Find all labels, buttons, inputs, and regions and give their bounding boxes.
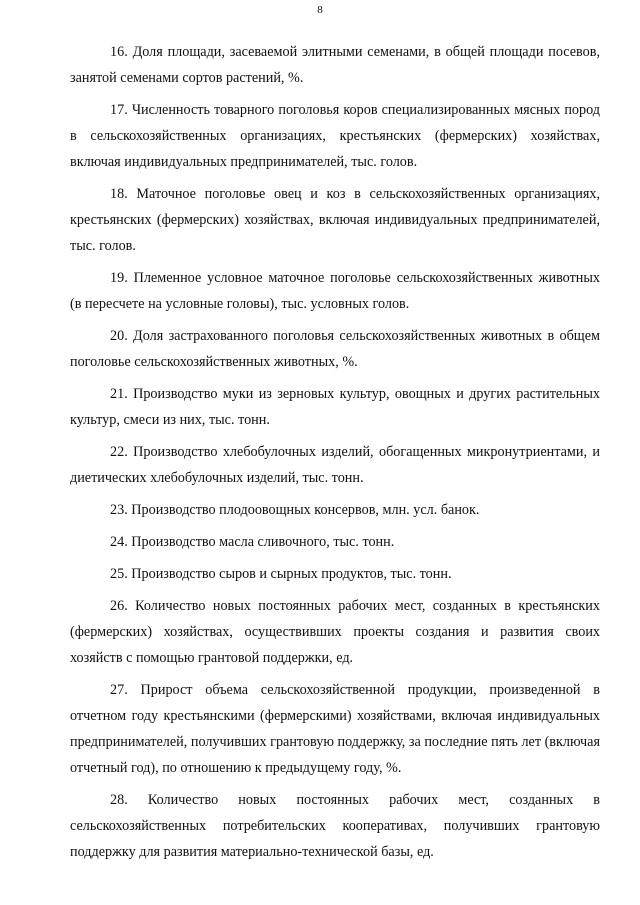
indicator-paragraph-20: 20. Доля застрахованного поголовья сельскохозяйственных животных в общем поголовье сельскохозяйственных животных, %.	[70, 328, 600, 370]
page-number: 8	[317, 4, 323, 16]
indicator-paragraph-25: 25. Производство сыров и сырных продуктов, тыс. тонн.	[110, 566, 452, 582]
indicator-paragraph-26: 26. Количество новых постоянных рабочих мест, созданных в крестьянских (фермерских) хозяйствах, осуществивших проекты создания и развития своих хозяйств с помощью грантовой поддержки, ед.	[70, 598, 600, 666]
indicator-list	[70, 39, 600, 871]
indicator-paragraph-16: 16. Доля площади, засеваемой элитными семенами, в общей площади посевов, занятой семенами сортов растений, %.	[70, 44, 600, 86]
indicator-paragraph-24: 24. Производство масла сливочного, тыс. тонн.	[110, 534, 395, 550]
indicator-paragraph-21: 21. Производство муки из зерновых культур, овощных и других растительных культур, смеси из них, тыс. тонн.	[70, 386, 600, 428]
indicator-paragraph-18: 18. Маточное поголовье овец и коз в сельскохозяйственных организациях, крестьянских (фермерских) хозяйствах, включая индивидуальных предпринимателей, тыс. голов.	[70, 186, 600, 254]
indicator-paragraph-23: 23. Производство плодоовощных консервов, млн. усл. банок.	[110, 502, 480, 518]
indicator-paragraph-22: 22. Производство хлебобулочных изделий, обогащенных микронутриентами, и диетических хлебобулочных изделий, тыс. тонн.	[70, 444, 600, 486]
indicator-paragraph-28: 28. Количество новых постоянных рабочих мест, созданных в сельскохозяйственных потребительских кооперативах, получивших грантовую поддержку для развития материально-технической базы, ед.	[70, 792, 600, 860]
indicator-paragraph-19: 19. Племенное условное маточное поголовье сельскохозяйственных животных (в пересчете на условные головы), тыс. условных голов.	[70, 270, 600, 312]
indicator-paragraph-27: 27. Прирост объема сельскохозяйственной продукции, произведенной в отчетном году крестьянскими (фермерскими) хозяйствами, включая индивидуальных предпринимателей, получивших грантовую поддержку, за последние пять лет (включая отчетный год), по отношению к предыдущему году, %.	[70, 682, 600, 776]
indicator-paragraph-17: 17. Численность товарного поголовья коров специализированных мясных пород в сельскохозяйственных организациях, крестьянских (фермерских) хозяйствах, включая индивидуальных предпринимателей, тыс. голов.	[70, 102, 600, 170]
